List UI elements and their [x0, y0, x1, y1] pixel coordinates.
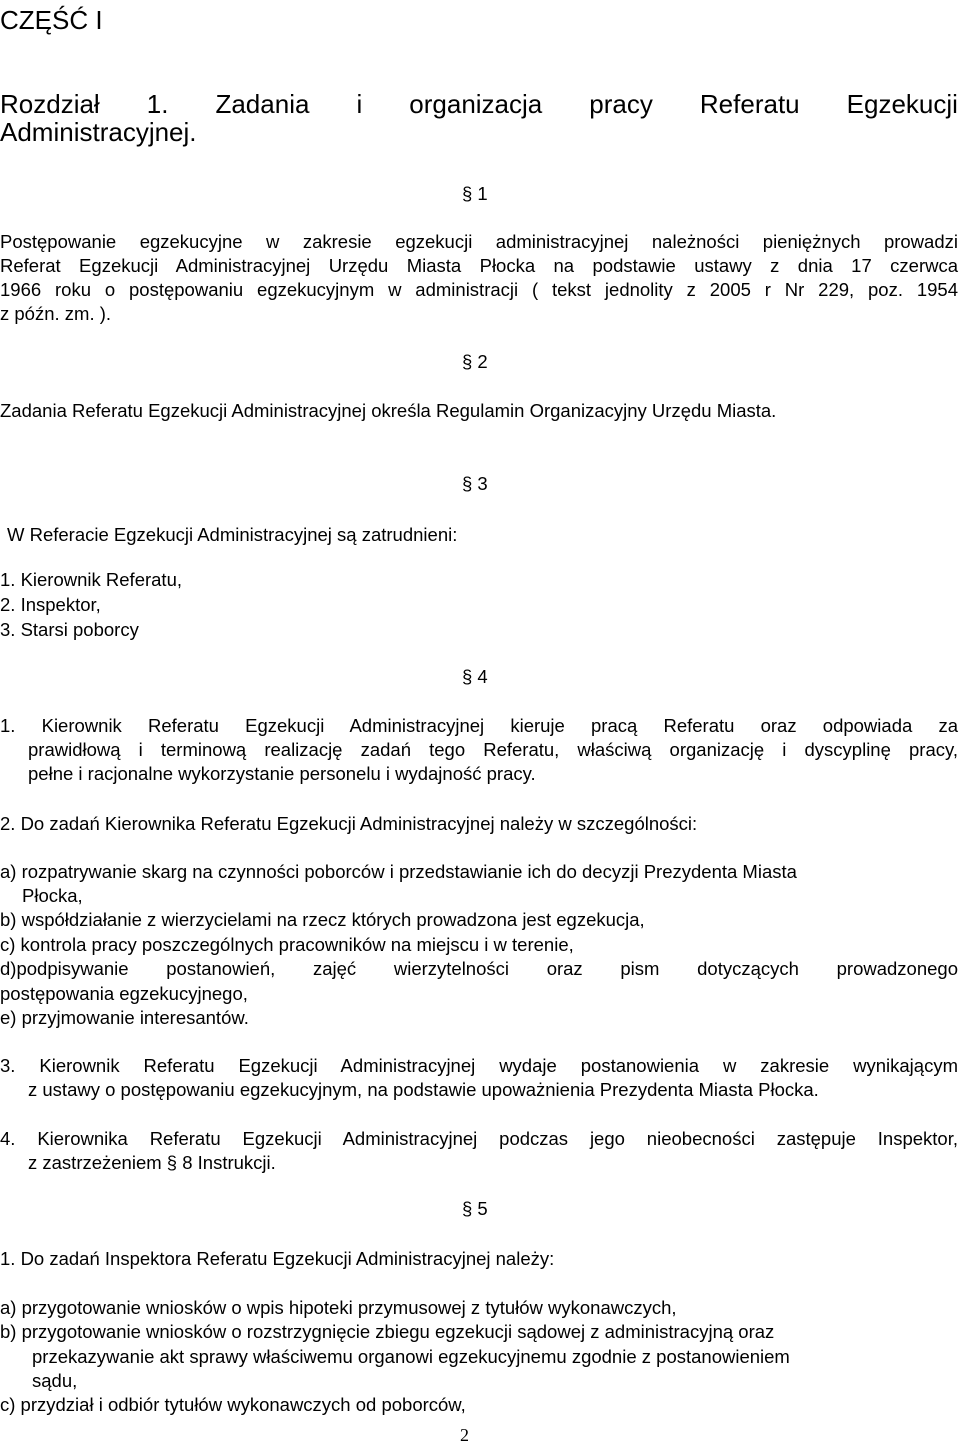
p4-line: z ustawy o postępowaniu egzekucyjnym, na podstawie upoważnienia Prezydenta Miasta Płocka.: [28, 1079, 819, 1100]
part-title: CZĘŚĆ I: [0, 5, 103, 35]
list-item: 3. Starsi poborcy: [0, 619, 139, 640]
section-marker: § 2: [462, 351, 488, 372]
section-marker: § 3: [462, 473, 488, 494]
p4-subitem: c) kontrola pracy poszczególnych pracowników na miejscu i w terenie,: [0, 934, 574, 955]
chapter-word: i: [356, 89, 363, 119]
chapter-word: Referatu: [699, 89, 800, 119]
section-marker: § 4: [462, 666, 488, 687]
p4-line: 4. Kierownika Referatu Egzekucji Administracyjnej podczas jego nieobecności zastępuje Inspektor,: [0, 1128, 958, 1149]
page-number: 2: [460, 1425, 469, 1445]
list-item: 1. Kierownik Referatu,: [0, 569, 183, 590]
p5-subitem: c) przydział i odbiór tytułów wykonawczych od poborców,: [0, 1394, 466, 1415]
section-marker: § 5: [462, 1198, 488, 1219]
chapter-heading-line2: Administracyjnej.: [0, 117, 197, 147]
p1-line: Referat Egzekucji Administracyjnej Urzędu Miasta Płocka na podstawie ustawy z dnia 17 czerwca: [0, 255, 958, 276]
p4-subitem: Płocka,: [22, 885, 83, 906]
p4-line: prawidłową i terminową realizację zadań tego Referatu, właściwą organizację i dyscyplinę pracy,: [28, 739, 958, 760]
chapter-word: pracy: [589, 89, 653, 119]
p5-subitem: przekazywanie akt sprawy właściwemu organowi egzekucyjnemu zgodnie z postanowieniem: [32, 1346, 790, 1367]
p4-line: 2. Do zadań Kierownika Referatu Egzekucji Administracyjnej należy w szczególności:: [0, 813, 698, 834]
section-marker: § 1: [462, 183, 488, 204]
p2-text: Zadania Referatu Egzekucji Administracyjnej określa Regulamin Organizacyjny Urzędu Miasta.: [0, 400, 777, 421]
p4-subitem: a) rozpatrywanie skarg na czynności poborców i przedstawianie ich do decyzji Prezydenta Miasta: [0, 861, 797, 882]
p4-line: 1. Kierownik Referatu Egzekucji Administracyjnej kieruje pracą Referatu oraz odpowiada za: [0, 715, 958, 736]
chapter-word: Zadania: [215, 89, 310, 119]
p5-line: 1. Do zadań Inspektora Referatu Egzekucji Administracyjnej należy:: [0, 1248, 555, 1269]
p4-line: z zastrzeżeniem § 8 Instrukcji.: [28, 1152, 276, 1173]
p3-intro: W Referacie Egzekucji Administracyjnej są zatrudnieni:: [7, 524, 458, 545]
p4-line: 3. Kierownik Referatu Egzekucji Administracyjnej wydaje postanowienia w zakresie wynikającym: [0, 1055, 958, 1076]
chapter-word: Rozdział: [0, 89, 100, 119]
p5-subitem: sądu,: [32, 1370, 78, 1391]
p5-subitem: a) przygotowanie wniosków o wpis hipoteki przymusowej z tytułów wykonawczych,: [0, 1297, 677, 1318]
p1-line: Postępowanie egzekucyjne w zakresie egzekucji administracyjnej należności pieniężnych prowadzi: [0, 231, 958, 252]
p4-subitem: postępowania egzekucyjnego,: [0, 983, 248, 1004]
p1-line: z późn. zm. ).: [0, 303, 112, 324]
p4-subitem: d)podpisywanie postanowień, zajęć wierzytelności oraz pism dotyczących prowadzonego: [0, 958, 958, 979]
chapter-word: 1.: [146, 89, 169, 119]
p1-line: 1966 roku o postępowaniu egzekucyjnym w administracji ( tekst jednolity z 2005 r Nr 229, poz. 1954: [0, 279, 958, 300]
p4-line: pełne i racjonalne wykorzystanie personelu i wydajność pracy.: [28, 763, 536, 784]
chapter-word: organizacja: [409, 89, 543, 119]
p4-subitem: e) przyjmowanie interesantów.: [0, 1007, 249, 1028]
p5-subitem: b) przygotowanie wniosków o rozstrzygnięcie zbiegu egzekucji sądowej z administracyjną oraz: [0, 1321, 775, 1342]
p4-subitem: b) współdziałanie z wierzycielami na rzecz których prowadzona jest egzekucja,: [0, 909, 645, 930]
list-item: 2. Inspektor,: [0, 594, 101, 615]
chapter-word: Egzekucji: [846, 89, 958, 119]
